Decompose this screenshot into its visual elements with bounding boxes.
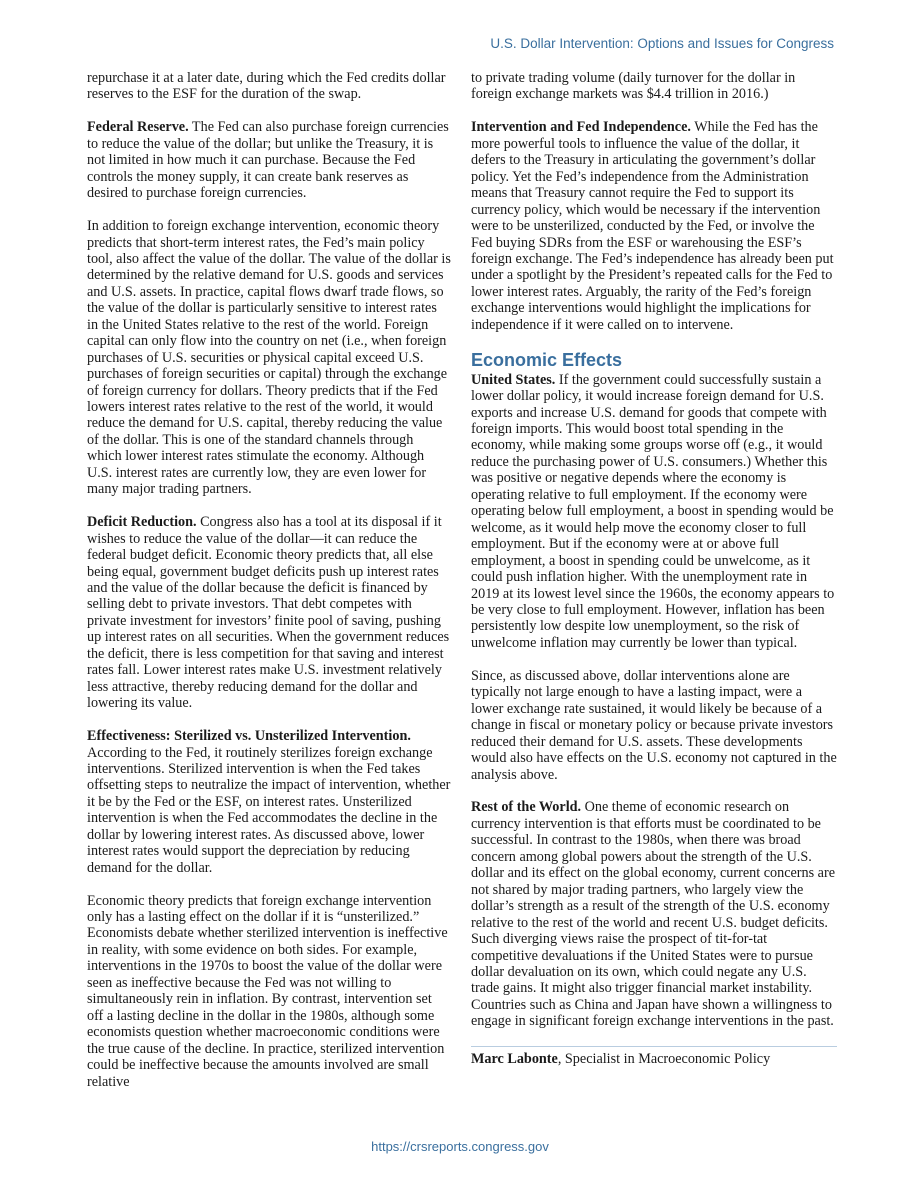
right-column [471,70,837,1084]
paragraph-effectiveness [87,728,451,876]
paragraph-body: According to the Fed, it routinely sterilizes foreign exchange interventions. Sterilized intervention is when the Fed takes offsetting steps to neutralize the impact of intervention, whether it be by the Fed or the ESF, on interest rates. Unsterilized intervention is when the Fed accommodates the decline in the dollar by lowering interest rates. As discussed above, lower interest rates would support the depreciation by reducing demand for the dollar. [87,744,451,876]
run-in-heading-rest-of-world: Rest of the World. [471,799,582,816]
paragraph-rest-of-world [471,799,837,1029]
paragraph-deficit-reduction [87,514,451,711]
paragraph-united-states [471,372,837,652]
paragraph-body: If the government could successfully sustain a lower dollar policy, it would increase foreign demand for U.S. exports and increase U.S. demand for goods that compete with foreign imports. This would boost total spending in the economy, while making some groups worse off (e.g., it would reduce the purchasing power of U.S. consumers.) Whether this was positive or negative depends where the economy is operating relative to full employment. If the economy were operating below full employment, a boost in spending would be welcome, as it would help move the economy closer to full employment. But if the economy were at or above full employment, a boost in spending could be unwelcome, as it could push inflation higher. With the unemployment rate in 2019 at its lowest level since the 1960s, the economy appears to be very close to full employment. However, inflation has been persistently low despite low unemployment, so the risk of unwelcome inflation may currently be lower than typical. [471,371,835,651]
paragraph-swap-continuation: repurchase it at a later date, during which the Fed credits dollar reserves to the ESF for the duration of the swap. [87,70,446,103]
paragraph-since-discussed: Since, as discussed above, dollar interventions alone are typically not large enough to have a lasting impact, were a lower exchange rate sustained, it would likely be because of a change in fiscal or monetary policy or because private investors reduced their demand for U.S. assets. These developments would also have effects on the U.S. economy not captured in the analysis above. [471,667,837,783]
run-in-heading-fed-independence: Intervention and Fed Independence. [471,119,691,136]
author-divider [471,1046,837,1047]
paragraph-economic-theory: Economic theory predicts that foreign exchange intervention only has a lasting effect on the dollar if it is “unsterilized.” Economists debate whether sterilized intervention is ineffective in reality, with some evidence on both sides. For example, interventions in the 1970s to boost the value of the dollar were seen as ineffective because the Fed was not willing to simultaneously rein in inflation. By contrast, intervention set off a lasting decline in the dollar in the 1980s, although some economists question whether macroeconomic conditions were the true cause of the decline. In practice, sterilized intervention could be ineffective because the amounts involved are small relative [87,892,448,1090]
paragraph-body: Congress also has a tool at its disposal if it wishes to reduce the value of the dollar—it can reduce the federal budget deficit. Economic theory predicts that, all else being equal, government budget deficits push up interest rates and the value of the dollar because the deficit is financed by selling debt to private investors. That debt competes with private investment for investors’ finite pool of saving, pushing up interest rates on all securities. When the government reduces the deficit, there is less competition for that saving and interest rates fall. Lower interest rates make U.S. investment relatively less attractive, thereby reducing demand for the dollar and lowering its value. [87,514,450,712]
left-column [87,70,451,1090]
run-in-heading-united-states: United States. [471,371,556,388]
section-heading-economic-effects: Economic Effects [471,349,623,370]
paragraph-body: One theme of economic research on currency intervention is that efforts must be coordinated to be successful. In contrast to the 1980s, when there was broad concern among global powers about the strength of the U.S. dollar and its effect on the global economy, current concerns are not shared by major trading partners, who largely view the dollar’s strength as a result of the strength of the U.S. economy relative to the rest of the world and recent U.S. budget deficits. Such diverging views raise the prospect of tit-for-tat competitive devaluations if the United States were to pursue dollar devaluation on its own, which could negate any U.S. trade gains. It might also trigger financial market instability. Countries such as China and Japan have shown a willingness to engage in significant foreign exchange interventions in the past. [471,799,835,1030]
paragraph-fed-independence [471,119,837,333]
run-in-heading-effectiveness: Effectiveness: Sterilized vs. Unsterilized Intervention. [87,728,411,745]
author-credit [471,1051,837,1067]
run-in-heading-deficit-reduction: Deficit Reduction. [87,514,197,531]
author-name: Marc Labonte [471,1050,558,1067]
paragraph-interest-rates: In addition to foreign exchange intervention, economic theory predicts that short-term interest rates, the Fed’s main policy tool, also affect the value of the dollar. The value of the dollar is determined by the relative demand for U.S. goods and services and U.S. assets. In practice, capital flows dwarf trade flows, so the value of the dollar is particularly sensitive to interest rates in the United States relative to the rest of the world. Foreign capital can only flow into the country on net (i.e., when foreign purchases of U.S. securities or physical capital exceed U.S. purchases of foreign securities or capital) through the exchange of foreign currency for dollars. Theory predicts that if the Fed lowers interest rates relative to the rest of the world, it would reduce the demand for U.S. capital, thereby reducing the value of the dollar. This is one of the standard channels through which lower interest rates stimulate the economy. Although U.S. interest rates are currently low, they are even lower for many major trading partners. [87,218,451,498]
run-in-heading-federal-reserve: Federal Reserve. [87,119,189,136]
paragraph-federal-reserve [87,119,451,201]
paragraph-body: While the Fed has the more powerful tools to influence the value of the dollar, it defers to the Treasury in articulating the government’s dollar policy. Yet the Fed’s independence from the Administration means that Treasury cannot require the Fed to support its currency policy, which would be necessary if the intervention were to be unsterilized, conducted by the Fed, or involve the Fed buying SDRs from the ESF or warehousing the ESF’s foreign exchange. The Fed’s independence has already been put under a spotlight by the President’s repeated calls for the Fed to lower interest rates. Arguably, the rarity of the Fed’s foreign exchange interventions would highlight the implications for independence if it were called on to intervene. [471,119,834,333]
footer-url[interactable]: https://crsreports.congress.gov [371,1139,549,1154]
paragraph-trading-volume: to private trading volume (daily turnover for the dollar in foreign exchange markets was $4.4 trillion in 2016.) [471,70,796,103]
author-title: , Specialist in Macroeconomic Policy [557,1050,771,1067]
running-header: U.S. Dollar Intervention: Options and Issues for Congress [490,36,834,51]
paragraph-body: The Fed can also purchase foreign currencies to reduce the value of the dollar; but unlike the Treasury, it is not limited in how much it can purchase. Because the Fed controls the money supply, it can create bank reserves as desired to purchase foreign currencies. [87,119,449,202]
